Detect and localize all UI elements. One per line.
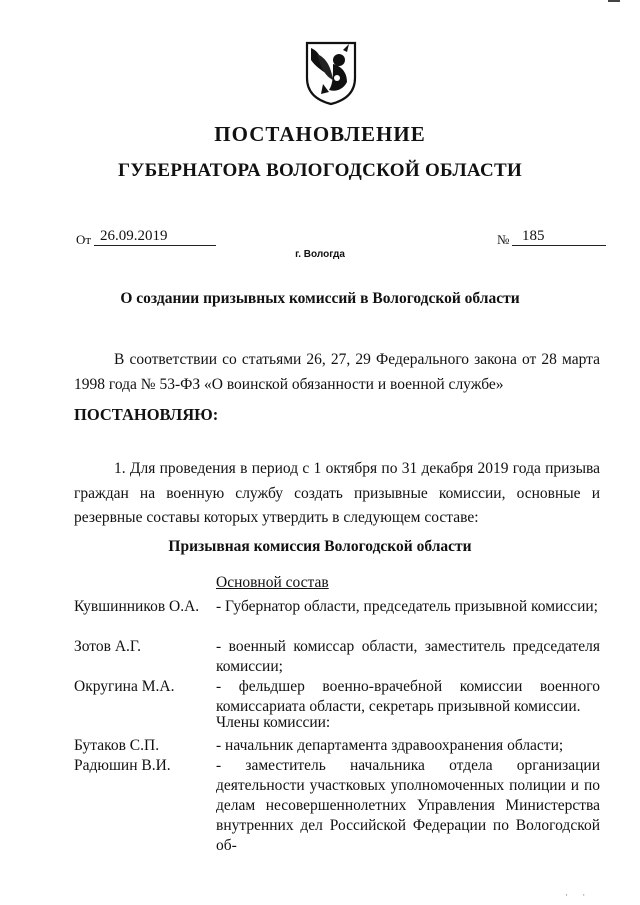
commission-title: Призывная комиссия Вологодской области — [168, 538, 472, 555]
member-name: Зотов А.Г. — [74, 638, 141, 655]
member-role: - Губернатор области, председатель призывной комиссии; — [216, 598, 598, 615]
document-number: 185 — [512, 227, 606, 246]
scan-mark — [608, 0, 620, 2]
member-role: - заместитель начальника отдела организации деятельности участковых уполномоченных полиции и по делам несовершеннолетних Управления Министерства внутренних дел Российской Федерации по Вологодской об- — [216, 757, 600, 854]
member-name: Кувшинников О.А. — [74, 598, 200, 615]
members-label: Члены комиссии: — [216, 714, 331, 731]
member-name: Округина М.А. — [74, 678, 175, 695]
composition-title: Основной состав — [216, 574, 329, 591]
member-role: - военный комиссар области, заместитель председателя комиссии; — [216, 638, 600, 675]
item-1-paragraph: 1. Для проведения в период с 1 октября по 31 декабря 2019 года призыва граждан на военную службу создать призывные комиссии, основные и резервные составы которых утвердить в следующем составе: — [74, 460, 600, 526]
resolve-heading: ПОСТАНОВЛЯЮ: — [74, 405, 219, 424]
scan-artifact: · · — [565, 890, 592, 900]
coat-of-arms-icon — [303, 40, 359, 106]
member-name: Бутаков С.П. — [74, 737, 160, 754]
preamble-paragraph: В соответствии со статьями 26, 27, 29 Федерального закона от 28 марта 1998 года № 53-ФЗ «О воинской обязанности и военной службе» — [74, 351, 600, 393]
city-label: г. Вологда — [295, 249, 345, 260]
document-subtitle: ГУБЕРНАТОРА ВОЛОГОДСКОЙ ОБЛАСТИ — [117, 160, 523, 181]
member-name: Радюшин В.И. — [74, 757, 171, 774]
number-prefix: № — [497, 232, 510, 247]
document-subject: О создании призывных комиссий в Вологодской области — [120, 290, 520, 307]
document-title: ПОСТАНОВЛЕНИЕ — [214, 122, 426, 146]
member-role: - начальник департамента здравоохранения области; — [216, 737, 564, 754]
member-role: - фельдшер военно-врачебной комиссии военного комиссариата области, секретарь призывной комиссии. — [216, 678, 600, 715]
document-date: 26.09.2019 — [94, 227, 216, 246]
date-prefix: От — [76, 232, 92, 247]
